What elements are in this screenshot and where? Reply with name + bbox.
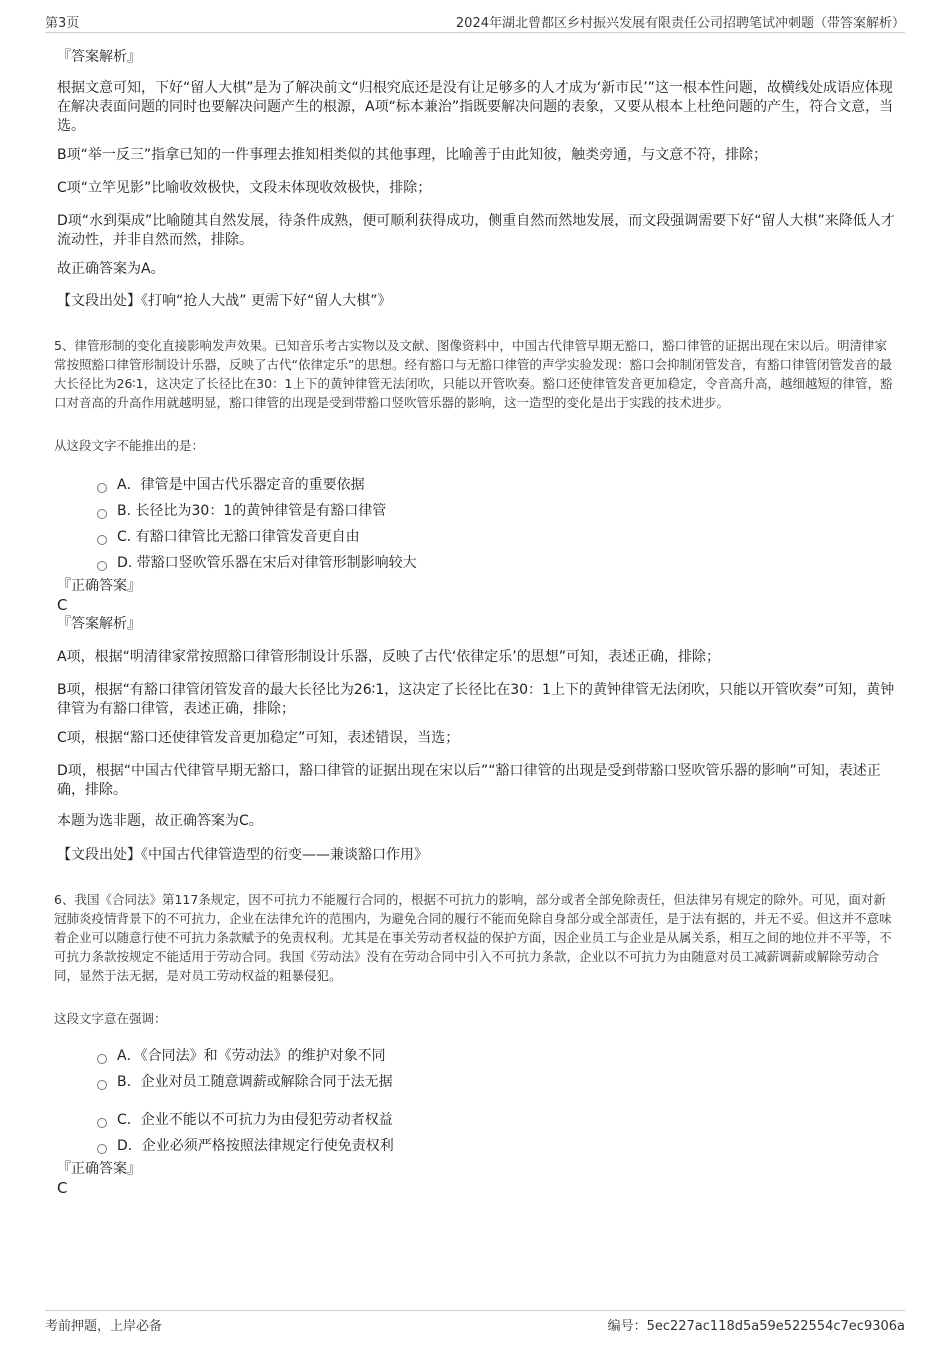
radio-icon[interactable]: [97, 1080, 107, 1090]
option-a[interactable]: [97, 1043, 897, 1069]
page-footer: [45, 1310, 905, 1333]
radio-icon[interactable]: [97, 509, 107, 519]
option-label: C. 有豁口律管比无豁口律管发音更自由: [117, 529, 360, 545]
analysis-paragraph: B项“举一反三”指拿已知的一件事理去推知相类似的其他事理，比喻善于由此知彼，触类旁通，与文意不符，排除；: [57, 147, 768, 163]
question-6-text: 6、我国《合同法》第117条规定，因不可抗力不能履行合同的，根据不可抗力的影响，部分或者全部免除责任，但法律另有规定的除外。可见，面对新冠肺炎疫情背景下的不可抗力，企业在法律允许的范围内，为避免合同的履行不能而免除自身部分或全部责任，是于法有据的，并无不妥。但这并不意味着企业可以随意行使不可抗力条款赋予的免责权利。尤其是在事关劳动者权益的保护方面，因企业员工与企业是从属关系，相互之间的地位并不平等，不可抗力条款按规定不能适用于劳动合同。我国《劳动法》没有在劳动合同中引入不可抗力条款，企业以不可抗力为由随意对员工减薪调薪或解除劳动合同，显然于法无据，是对员工劳动权益的粗暴侵犯。: [54, 891, 892, 983]
analysis-paragraph: C项，根据“豁口还使律管发音更加稳定”可知，表述错误，当选；: [57, 730, 460, 746]
analysis-paragraph: 故正确答案为A。: [57, 261, 165, 277]
page-header: [45, 12, 905, 33]
answer-analysis-label: 『答案解析』: [57, 49, 141, 65]
analysis-paragraph: A项，根据“明清律家常按照豁口律管形制设计乐器，反映了古代‘依律定乐’的思想”可知，表述正确，排除；: [57, 649, 720, 665]
document-id: 编号：5ec227ac118d5a59e522554c7ec9306a: [607, 1319, 905, 1334]
option-label: A．律管是中国古代乐器定音的重要依据: [117, 477, 365, 493]
question-6-stem: 这段文字意在强调：: [54, 1011, 167, 1026]
option-label: D. 带豁口竖吹管乐器在宋后对律管形制影响较大: [117, 555, 417, 571]
correct-answer-label: 『正确答案』: [57, 1161, 141, 1177]
option-d[interactable]: [97, 1133, 897, 1159]
radio-icon[interactable]: [97, 1054, 107, 1064]
radio-icon[interactable]: [97, 1144, 107, 1154]
option-label: A．《合同法》和《劳动法》的维护对象不同: [117, 1048, 386, 1064]
correct-answer: C: [57, 596, 68, 614]
question-5-stem: 从这段文字不能推出的是：: [54, 438, 205, 453]
analysis-paragraph: 本题为选非题，故正确答案为C。: [57, 813, 263, 829]
correct-answer: C: [57, 1179, 68, 1197]
option-b[interactable]: [97, 1069, 897, 1095]
correct-answer-label: 『正确答案』: [57, 578, 141, 594]
radio-icon[interactable]: [97, 535, 107, 545]
option-label: B．企业对员工随意调薪或解除合同于法无据: [117, 1074, 393, 1090]
analysis-paragraph: D项“水到渠成”比喻随其自然发展，待条件成熟，便可顺利获得成功，侧重自然而然地发展，而文段强调需要下好“留人大棋”来降低人才流动性，并非自然而然，排除。: [57, 213, 895, 248]
option-d[interactable]: [97, 550, 897, 576]
question-5-text: 5、律管形制的变化直接影响发声效果。已知音乐考古实物以及文献、图像资料中，中国古代律管早期无豁口，豁口律管的证据出现在宋以后。明清律家常按照豁口律管形制设计乐器，反映了古代“依律定乐”的思想。经有豁口与无豁口律管的声学实验发现：豁口会抑制闭管发音，有豁口律管闭管发音的最大长径比为26∶1，这决定了长径比在30：1上下的黄钟律管无法闭吹，只能以开管吹奏。豁口还使律管发音更加稳定，令音高升高，越细越短的律管，豁口对音高的升高作用就越明显，豁口律管的出现是受到带豁口竖吹管乐器的影响，这一造型的变化是出于实践的技术进步。: [54, 337, 893, 410]
option-label: C．企业不能以不可抗力为由侵犯劳动者权益: [117, 1112, 393, 1128]
page-number: 第3页: [45, 16, 80, 31]
passage-source: 【文段出处】《打响“抢人大战” 更需下好“留人大棋”》: [57, 293, 392, 309]
analysis-paragraph: 根据文意可知，下好“留人大棋”是为了解决前文“归根究底还是没有让足够多的人才成为‘新市民’”这一根本性问题，故横线处成语应体现在解决表面问题的同时也要解决问题产生的根源，A项“标本兼治”指既要解决问题的表象，又要从根本上杜绝问题的产生，符合文意，当选。: [57, 80, 894, 134]
analysis-paragraph: D项，根据“中国古代律管早期无豁口，豁口律管的证据出现在宋以后”“豁口律管的出现是受到带豁口竖吹管乐器的影响”可知，表述正确，排除。: [57, 763, 881, 798]
page-content: [54, 47, 897, 1197]
option-c[interactable]: [97, 1107, 897, 1133]
radio-icon[interactable]: [97, 483, 107, 493]
question-6-options: [97, 1043, 897, 1159]
radio-icon[interactable]: [97, 561, 107, 571]
answer-analysis-label: 『答案解析』: [57, 616, 141, 632]
passage-source: 【文段出处】《中国古代律管造型的衍变——兼谈豁口作用》: [57, 847, 428, 863]
radio-icon[interactable]: [97, 1118, 107, 1128]
analysis-paragraph: C项“立竿见影”比喻收效极快，文段未体现收效极快，排除；: [57, 180, 432, 196]
footer-slogan: 考前押题，上岸必备: [45, 1319, 163, 1334]
option-b[interactable]: [97, 498, 897, 524]
option-label: D．企业必须严格按照法律规定行使免责权利: [117, 1138, 394, 1154]
option-a[interactable]: [97, 472, 897, 498]
option-c[interactable]: [97, 524, 897, 550]
document-title: 2024年湖北曾都区乡村振兴发展有限责任公司招聘笔试冲刺题（带答案解析）: [455, 16, 905, 31]
analysis-paragraph: B项，根据“有豁口律管闭管发音的最大长径比为26∶1，这决定了长径比在30：1上下的黄钟律管无法闭吹，只能以开管吹奏”可知，黄钟律管为有豁口律管，表述正确，排除；: [57, 682, 895, 717]
option-label: B. 长径比为30：1的黄钟律管是有豁口律管: [117, 503, 387, 519]
question-5-options: [97, 472, 897, 576]
